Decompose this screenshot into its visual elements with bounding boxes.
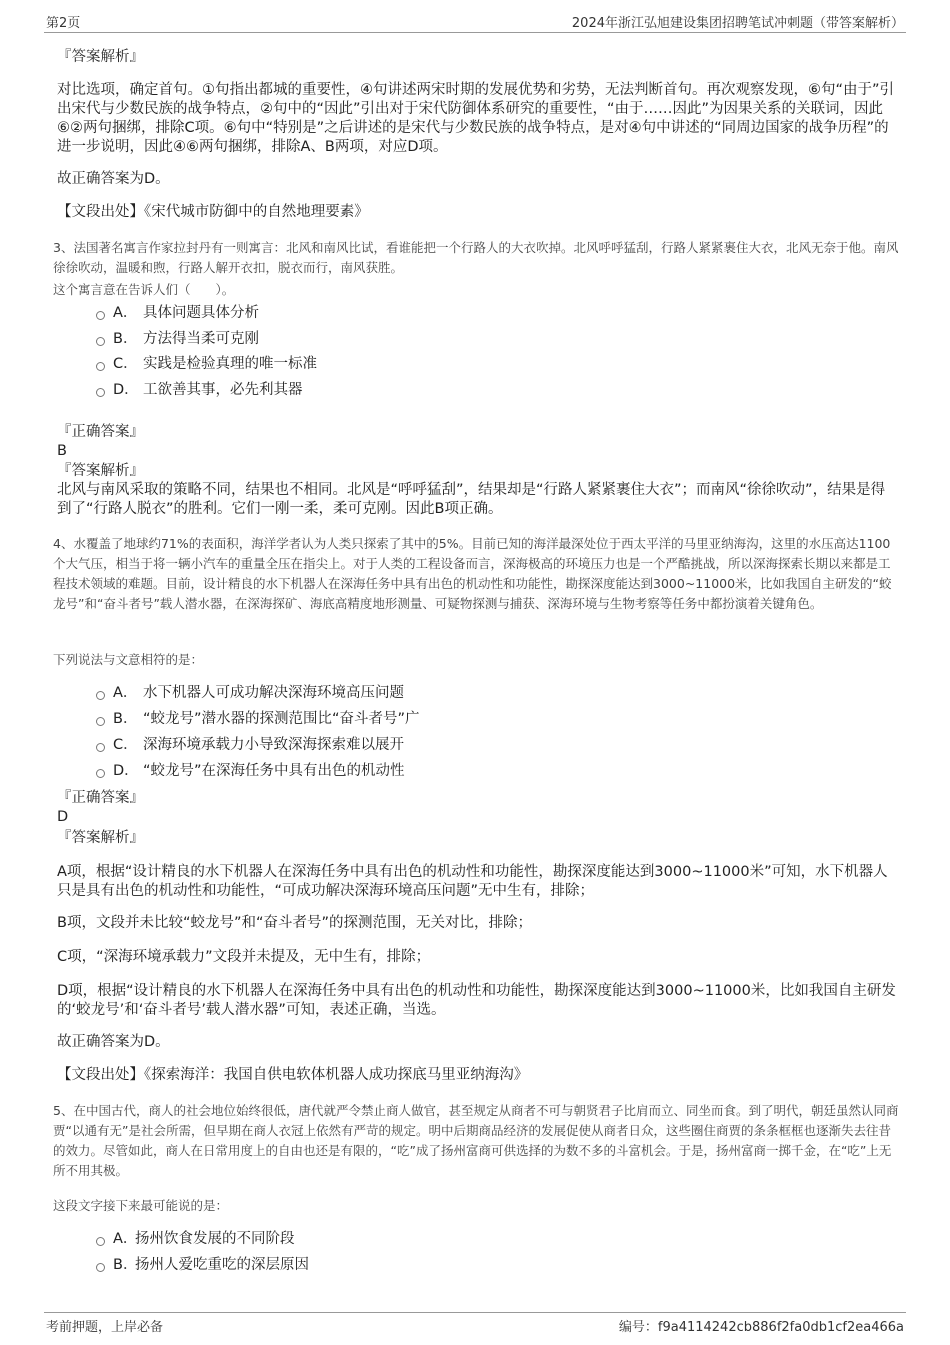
q3-option-b[interactable]: B． 方法得当柔可克刚 [96, 330, 259, 349]
q4-analysis-c: C项，“深海环境承载力”文段并未提及，无中生有，排除； [57, 949, 431, 965]
q4-option-d[interactable]: D． “蛟龙号”在深海任务中具有出色的机动性 [96, 762, 405, 781]
radio-icon[interactable] [96, 337, 105, 346]
q4-conclusion: 故正确答案为D。 [57, 1034, 170, 1050]
q4-option-c[interactable]: C． 深海环境承载力小导致深海探索难以展开 [96, 736, 404, 755]
q3-answer-label: 『正确答案』 [57, 424, 144, 440]
radio-icon[interactable] [96, 769, 105, 778]
q2-analysis-text: 对比选项，确定首句。①句指出都城的重要性，④句讲述两宋时期的发展优势和劣势，无法判断首句。再次观察发现，⑥句“由于”引出宋代与少数民族的战争特点，②句中的“因此”引出对于宋代防御体系研究的重要性，“由于……因此”为因果关系的关联词，因此⑥②两句捆绑，排除C项。⑥句中“特别是”之后讲述的是宋代与少数民族的战争特点，是对④句中讲述的“同周边国家的战争历程”的进一步说明，因此④⑥两句捆绑，排除A、B两项，对应D项。 [57, 82, 895, 155]
q5-ask: 这段文字接下来最可能说的是： [53, 1198, 229, 1213]
radio-icon[interactable] [96, 362, 105, 371]
radio-icon[interactable] [96, 388, 105, 397]
q3-analysis-text: 北风与南风采取的策略不同，结果也不相同。北风是“呼呼猛刮”，结果却是“行路人紧紧裹住大衣”；而南风“徐徐吹动”，结果是得到了“行路人脱衣”的胜利。它们一刚一柔，柔可克刚。因此B项正确。 [57, 482, 886, 517]
q3-option-d[interactable]: D． 工欲善其事，必先利其器 [96, 381, 303, 400]
q4-analysis-a: A项，根据“设计精良的水下机器人在深海任务中具有出色的机动性和功能性，勘探深度能达到3000~11000米”可知，水下机器人只是具有出色的机动性和功能性，“可成功解决深海环境高压问题”无中生有，排除； [57, 864, 888, 899]
q2-analysis-label: 『答案解析』 [57, 49, 144, 65]
q3-option-a[interactable]: A． 具体问题具体分析 [96, 304, 259, 323]
q4-ask: 下列说法与文意相符的是： [53, 652, 204, 667]
footer-divider [44, 1312, 906, 1313]
q3-ask: 这个寓言意在告诉人们（ ）。 [53, 282, 235, 297]
q3-answer: B [57, 443, 67, 459]
q3-option-c[interactable]: C． 实践是检验真理的唯一标准 [96, 355, 317, 374]
radio-icon[interactable] [96, 311, 105, 320]
q4-option-a[interactable]: A． 水下机器人可成功解决深海环境高压问题 [96, 684, 404, 703]
q5-stem: 5、在中国古代，商人的社会地位始终很低，唐代就严令禁止商人做官，甚至规定从商者不可与朝贤君子比肩而立、同坐而食。到了明代，朝廷虽然认同商贾“以通有无”是社会所需，但早期在商人衣冠上依然有严苛的规定。明中后期商品经济的发展促使从商者日众，这些圈住商贾的条条框框也逐渐失去往昔的效力。尽管如此，商人在日常用度上的自由也还是有限的，“吃”成了扬州富商可供选择的为数不多的斗富机会。于是，扬州富商一掷千金，在“吃”上无所不用其极。 [53, 1103, 899, 1178]
q4-answer: D [57, 809, 69, 825]
radio-icon[interactable] [96, 1237, 105, 1246]
q4-analysis-d: D项，根据“设计精良的水下机器人在深海任务中具有出色的机动性和功能性，勘探深度能达到3000~11000米，比如我国自主研发的‘蛟龙号’和‘奋斗者号’载人潜水器”可知，表述正确，当选。 [57, 983, 896, 1018]
radio-icon[interactable] [96, 691, 105, 700]
q2-conclusion: 故正确答案为D。 [57, 171, 170, 187]
q4-analysis-b: B项，文段并未比较“蛟龙号”和“奋斗者号”的探测范围，无关对比，排除； [57, 915, 532, 931]
radio-icon[interactable] [96, 1263, 105, 1272]
q2-source: 【文段出处】《宋代城市防御中的自然地理要素》 [57, 204, 369, 220]
radio-icon[interactable] [96, 717, 105, 726]
radio-icon[interactable] [96, 743, 105, 752]
q5-option-b[interactable]: B． 扬州人爱吃重吃的深层原因 [96, 1256, 309, 1275]
document-title: 2024年浙江弘旭建设集团招聘笔试冲刺题（带答案解析） [571, 16, 904, 31]
q4-stem: 4、水覆盖了地球约71%的表面积，海洋学者认为人类只探索了其中的5%。目前已知的海洋最深处位于西太平洋的马里亚纳海沟，这里的水压高达1100个大气压，相当于将一辆小汽车的重量全压在指尖上。对于人类的工程设备而言，深海极高的环境压力也是一个严酷挑战，所以深海探索长期以来都是工程技术领域的难题。目前，设计精良的水下机器人在深海任务中具有出色的机动性和功能性，勘探深度能达到3000~11000米，比如我国自主研发的“蛟龙号”和“奋斗者号”载人潜水器，在深海探矿、海底高精度地形测量、可疑物探测与捕获、深海环境与生物考察等任务中都扮演着关键角色。 [53, 536, 892, 611]
page-number: 第2页 [46, 16, 81, 31]
q4-source: 【文段出处】《探索海洋：我国自供电软体机器人成功探底马里亚纳海沟》 [57, 1067, 529, 1083]
document-id: 编号：f9a4114242cb886f2fa0db1cf2ea466a [618, 1320, 904, 1335]
q3-analysis-label: 『答案解析』 [57, 463, 144, 479]
q4-answer-label: 『正确答案』 [57, 790, 144, 806]
q5-option-a[interactable]: A． 扬州饮食发展的不同阶段 [96, 1230, 295, 1249]
q3-stem: 3、法国著名寓言作家拉封丹有一则寓言：北风和南风比试，看谁能把一个行路人的大衣吹掉。北风呼呼猛刮，行路人紧紧裹住大衣，北风无奈于他。南风徐徐吹动，温暖和煦，行路人解开衣扣，脱衣而行，南风获胜。 [53, 240, 899, 275]
footer-slogan: 考前押题，上岸必备 [46, 1320, 164, 1335]
header-divider [44, 32, 906, 33]
q4-analysis-label: 『答案解析』 [57, 830, 144, 846]
q4-option-b[interactable]: B． “蛟龙号”潜水器的探测范围比“奋斗者号”广 [96, 710, 420, 729]
